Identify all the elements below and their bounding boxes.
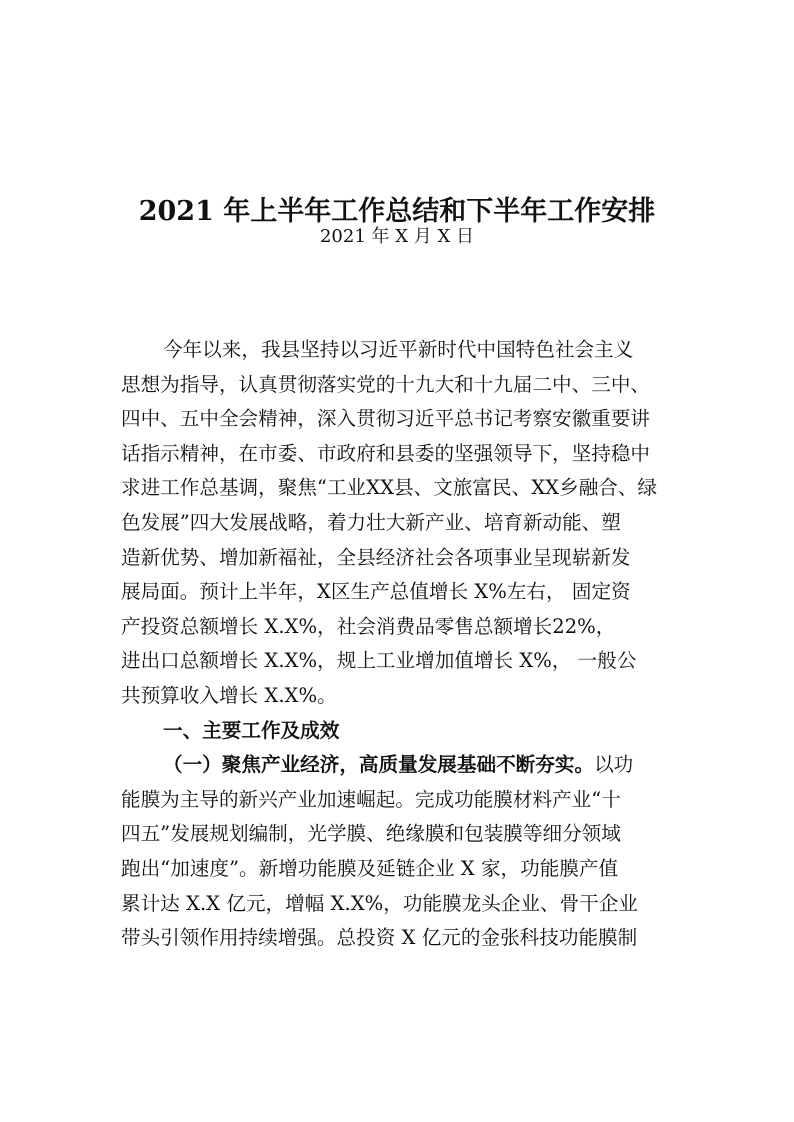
paragraph-line: 造新优势、增加新福祉，全县经济社会各项事业呈现崭新发 — [121, 545, 631, 569]
paragraph-line: 累计达 X.X 亿元，增幅 X.X%，功能膜龙头企业、骨干企业 — [121, 891, 639, 915]
paragraph-line: 四五”发展规划编制，光学膜、绝缘膜和包装膜等细分领域 — [121, 822, 621, 846]
paragraph-line: 话指示精神，在市委、市政府和县委的坚强领导下，坚持稳中 — [121, 441, 651, 465]
subsection-heading: （一）聚焦产业经济，高质量发展基础不断夯实。 — [163, 753, 595, 777]
paragraph-line: 色发展”四大发展战略，着力壮大新产业、培育新动能、塑 — [121, 510, 621, 534]
paragraph-line: 跑出“加速度”。新增功能膜及延链企业 X 家，功能膜产值 — [121, 856, 619, 880]
paragraph-line: 产投资总额增长 X.X%，社会消费品零售总额增长22%， — [121, 614, 616, 638]
paragraph-line: 今年以来，我县坚持以习近平新时代中国特色社会主义 — [163, 338, 634, 361]
paragraph-line: 四中、五中全会精神，深入贯彻习近平总书记考察安徽重要讲 — [121, 407, 651, 431]
paragraph-line: 展局面。预计上半年，X区生产总值增长 X%左右， 固定资 — [121, 580, 631, 604]
paragraph-text: 以功 — [594, 753, 634, 777]
paragraph-line — [121, 748, 691, 783]
paragraph-line: 进出口总额增长 X.X%，规上工业增加值增长 X%， 一般公 — [121, 649, 637, 673]
paragraph-line: 带头引领作用持续增强。总投资 X 亿元的金张科技功能膜制 — [121, 926, 638, 950]
document-body — [121, 333, 691, 956]
document-title: 2021 年上半年工作总结和下半年工作安排 — [138, 196, 656, 227]
paragraph-line: 思想为指导，认真贯彻落实党的十九大和十九届二中、三中、 — [121, 372, 651, 396]
paragraph-line: 能膜为主导的新兴产业加速崛起。完成功能膜材料产业“十 — [121, 787, 621, 811]
document-date: 2021 年 X 月 X 日 — [319, 226, 475, 247]
section-heading: 一、主要工作及成效 — [163, 718, 340, 742]
paragraph-line: 求进工作总基调，聚焦“工业XX县、文旅富民、XX乡融合、绿 — [121, 476, 658, 500]
paragraph-line: 共预算收入增长 X.X%。 — [121, 683, 337, 707]
